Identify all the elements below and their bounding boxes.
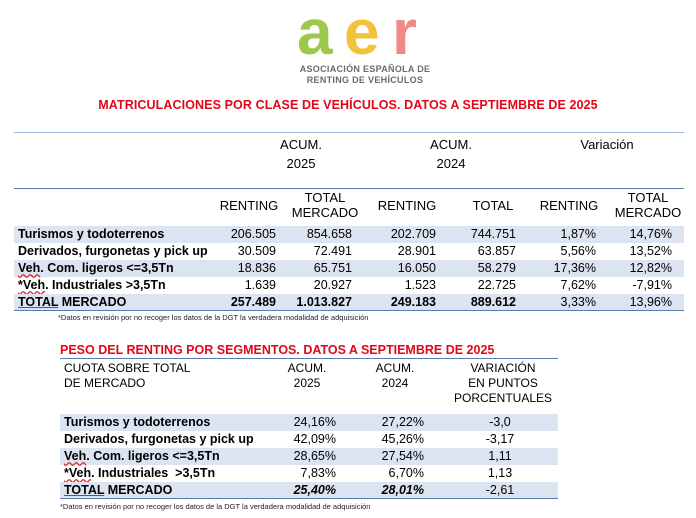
cell-share-2025: 42,09% xyxy=(293,432,336,446)
logo-letter-r: r xyxy=(392,4,417,60)
table1-title: MATRICULACIONES POR CLASE DE VEHÍCULOS. DATOS A SEPTIEMBRE DE 2025 xyxy=(98,98,598,112)
table1-footnote: *Datos en revisión por no recoger los datos de la DGT la verdadera modalidad de adquisición xyxy=(58,313,369,322)
cell-total-2024: 58.279 xyxy=(477,261,516,275)
cell-renting-2024: 1.523 xyxy=(404,278,436,292)
col-variacion-puntos: VARIACIÓN EN PUNTOS PORCENTUALES xyxy=(453,361,553,405)
cell-renting-2025: 206.505 xyxy=(230,227,276,241)
table-row xyxy=(60,448,558,465)
table-row-total xyxy=(60,482,558,499)
col-var-total-mercado: TOTAL MERCADO xyxy=(614,190,682,220)
table-row xyxy=(14,260,684,277)
row-label: TOTAL MERCADO xyxy=(18,295,127,309)
cell-total-2025: 20.927 xyxy=(313,278,352,292)
group-acum-2025: ACUM. 2025 xyxy=(280,137,322,171)
cell-variation: -3,0 xyxy=(489,415,511,429)
cell-renting-2024: 16.050 xyxy=(397,261,436,275)
table1-column-header xyxy=(14,188,684,226)
col-cuota: CUOTA SOBRE TOTAL DE MERCADO xyxy=(64,361,191,390)
cell-var-total: 14,76% xyxy=(629,227,672,241)
logo-subtitle-line1: ASOCIACIÓN ESPAÑOLA DE xyxy=(299,64,431,74)
cell-var-renting: 17,36% xyxy=(553,261,596,275)
logo-subtitle xyxy=(295,64,435,86)
group-variacion: Variación xyxy=(580,137,634,152)
col-renting-2024: RENTING xyxy=(377,198,437,213)
cell-total-2025: 65.751 xyxy=(313,261,352,275)
cell-var-total: 13,52% xyxy=(629,244,672,258)
col-total-2024: TOTAL xyxy=(472,198,514,213)
cell-share-2024: 27,22% xyxy=(381,415,424,429)
table-row xyxy=(14,243,684,260)
cell-variation: -2,61 xyxy=(485,483,515,497)
cell-total-2024: 744.751 xyxy=(470,227,516,241)
cell-renting-2024: 28.901 xyxy=(397,244,436,258)
cell-share-2025: 7,83% xyxy=(300,466,336,480)
cell-share-2025: 28,65% xyxy=(293,449,336,463)
table-row xyxy=(14,226,684,243)
table2-title: PESO DEL RENTING POR SEGMENTOS. DATOS A SEPTIEMBRE DE 2025 xyxy=(60,343,495,357)
cell-variation: 1,11 xyxy=(488,449,512,463)
cell-share-2024: 27,54% xyxy=(381,449,424,463)
row-label: TOTAL MERCADO xyxy=(64,483,173,497)
cell-renting-2025: 257.489 xyxy=(230,295,276,309)
cell-total-2025: 1.013.827 xyxy=(296,295,352,309)
row-label: Veh. Com. ligeros <=3,5Tn xyxy=(64,449,220,463)
cell-var-renting: 1,87% xyxy=(560,227,596,241)
cell-renting-2024: 202.709 xyxy=(390,227,436,241)
cell-var-renting: 3,33% xyxy=(560,295,596,309)
cell-total-2024: 22.725 xyxy=(477,278,516,292)
cell-renting-2025: 18.836 xyxy=(237,261,276,275)
cell-renting-2025: 1.639 xyxy=(244,278,276,292)
cell-share-2025: 24,16% xyxy=(293,415,336,429)
table-row-total xyxy=(14,294,684,311)
row-label: Derivados, furgonetas y pick up xyxy=(18,244,208,258)
row-label: *Veh. Industriales >3,5Tn xyxy=(64,466,216,480)
aer-logo xyxy=(295,4,435,88)
row-label: Turismos y todoterrenos xyxy=(64,415,211,429)
cell-var-renting: 5,56% xyxy=(560,244,596,258)
cell-share-2025: 25,40% xyxy=(293,483,336,497)
cell-share-2024: 45,26% xyxy=(381,432,424,446)
cell-variation: -3,17 xyxy=(485,432,515,446)
group-acum-2024: ACUM. 2024 xyxy=(430,137,472,171)
cell-share-2024: 6,70% xyxy=(388,466,424,480)
cell-renting-2025: 30.509 xyxy=(237,244,276,258)
cell-var-total: 13,96% xyxy=(629,295,672,309)
cell-total-2024: 889.612 xyxy=(470,295,516,309)
cell-total-2025: 854.658 xyxy=(306,227,352,241)
col-acum-2025: ACUM. 2025 xyxy=(287,361,327,390)
row-label: Turismos y todoterrenos xyxy=(18,227,165,241)
logo-subtitle-line2: RENTING DE VEHÍCULOS xyxy=(306,75,424,85)
row-label: Veh. Com. ligeros <=3,5Tn xyxy=(18,261,174,275)
cell-total-2024: 63.857 xyxy=(477,244,516,258)
col-var-renting: RENTING xyxy=(539,198,599,213)
table-row xyxy=(14,277,684,294)
logo-letter-e: e xyxy=(344,4,380,60)
row-label: Derivados, furgonetas y pick up xyxy=(64,432,254,446)
cell-total-2025: 72.491 xyxy=(313,244,352,258)
cell-share-2024: 28,01% xyxy=(381,483,424,497)
table2-footnote: *Datos en revisión por no recoger los datos de la DGT la verdadera modalidad de adquisición xyxy=(60,502,371,511)
table-row xyxy=(60,465,558,482)
col-total-mercado-2025: TOTAL MERCADO xyxy=(291,190,359,220)
cell-var-total: -7,91% xyxy=(632,278,672,292)
table2-header xyxy=(60,358,558,410)
table1-group-header xyxy=(14,132,684,188)
logo-letter-a: a xyxy=(297,4,333,60)
table-row xyxy=(60,414,558,431)
cell-var-renting: 7,62% xyxy=(560,278,596,292)
col-acum-2024: ACUM. 2024 xyxy=(375,361,415,390)
cell-renting-2024: 249.183 xyxy=(390,295,436,309)
aer-logo-letters xyxy=(295,4,435,60)
table-row xyxy=(60,431,558,448)
cell-variation: 1,13 xyxy=(487,466,513,480)
row-label: *Veh. Industriales >3,5Tn xyxy=(18,278,166,292)
col-renting-2025: RENTING xyxy=(219,198,279,213)
cell-var-total: 12,82% xyxy=(629,261,672,275)
